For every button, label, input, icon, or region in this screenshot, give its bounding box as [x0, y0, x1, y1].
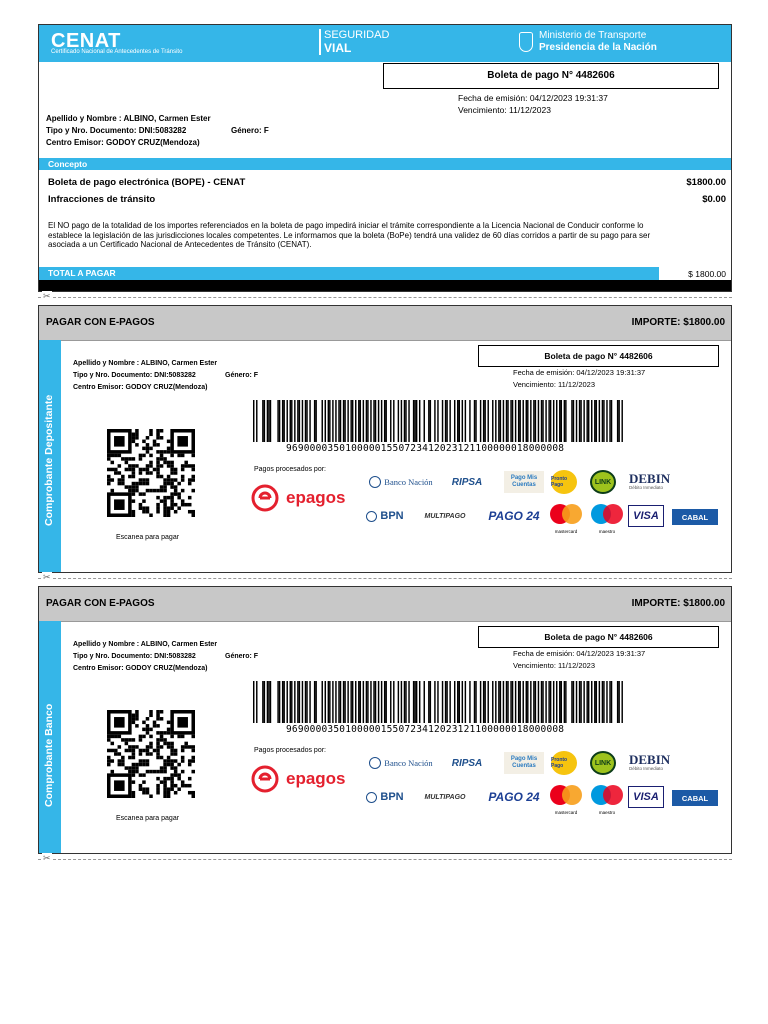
debin-logo: DEBIN Débito Inmediato: [629, 471, 671, 490]
seguridad-vial-logo: SEGURIDAD VIAL: [319, 29, 389, 55]
boleta-number-box: Boleta de pago N° 4482606: [478, 626, 719, 648]
coupon-importe: IMPORTE: $1800.00: [631, 317, 725, 328]
total-amount: $ 1800.00: [688, 269, 726, 279]
vencimiento: Vencimiento: 11/12/2023: [513, 380, 596, 389]
persona-genero: Género: F: [225, 653, 259, 660]
boleta-number-box: Boleta de pago N° 4482606: [478, 345, 719, 367]
persona-centro: Centro Emisor: GODOY CRUZ(Mendoza): [73, 384, 208, 391]
persona-genero: Género: F: [231, 126, 269, 135]
coupon-header: [39, 587, 731, 622]
persona-documento: Tipo y Nro. Documento: DNI:5083282: [73, 653, 196, 660]
persona-nombre: Apellido y Nombre : ALBINO, Carmen Ester: [46, 114, 211, 123]
concepto-header: Concepto: [39, 158, 731, 170]
coupon-header: [39, 306, 731, 341]
cenat-subtitle: Certificado Nacional de Antecedentes de Tránsito: [51, 49, 183, 55]
qr-caption: Escanea para pagar: [116, 815, 180, 822]
boleta-number-box: Boleta de pago N° 4482606: [383, 63, 719, 89]
cabal-logo: CABAL: [672, 790, 718, 806]
scissors-icon: ✂: [43, 291, 51, 301]
banco-nacion-logo: Banco Nación: [363, 753, 439, 773]
maestro-icon: [589, 784, 625, 806]
side-strip: [39, 340, 61, 572]
pago-mis-cuentas-logo: Pago Mis Cuentas: [504, 471, 544, 493]
qr-caption: Escanea para pagar: [116, 534, 180, 541]
concepto-item-amount: $1800.00: [686, 177, 726, 188]
multipago-logo: MULTIPAGO: [424, 793, 466, 801]
link-logo: LINK: [590, 470, 616, 494]
multipago-logo: MULTIPAGO: [424, 512, 466, 520]
side-label: Comprobante Depositante: [43, 394, 55, 526]
qr-code-icon: [103, 710, 199, 798]
coupon-title: PAGAR CON E-PAGOS: [46, 598, 155, 609]
coupon-title: PAGAR CON E-PAGOS: [46, 317, 155, 328]
cut-line: [38, 297, 732, 298]
shield-icon: [519, 32, 533, 52]
black-strip: [39, 280, 731, 291]
maestro-logo: maestro: [589, 503, 625, 531]
coupon-banco: [38, 586, 732, 854]
fecha-emision: Fecha de emisión: 04/12/2023 19:31:37: [458, 93, 608, 103]
mastercard-logo: mastercard: [548, 784, 584, 812]
barcode: [251, 681, 625, 723]
coupon-depositante: [38, 305, 732, 573]
vencimiento: Vencimiento: 11/12/2023: [513, 661, 596, 670]
pronto-pago-logo: Pronto Pago: [551, 751, 577, 775]
bpn-logo: BPN: [363, 788, 407, 806]
epagos-logo: [251, 765, 351, 795]
ministerio-logo: Ministerio de Transporte Presidencia de la Nación: [539, 30, 657, 54]
mastercard-icon: [548, 784, 584, 806]
visa-logo: VISA: [628, 786, 664, 808]
epagos-text: epagos: [286, 488, 346, 507]
epagos-logo: [251, 484, 351, 514]
pago24-logo: PAGO 24: [488, 509, 540, 523]
scissors-icon: ✂: [43, 572, 51, 582]
visa-logo: VISA: [628, 505, 664, 527]
boleta-receipt: [38, 24, 732, 292]
pagos-label: Pagos procesados por:: [254, 747, 326, 754]
persona-documento: Tipo y Nro. Documento: DNI:5083282: [73, 372, 196, 379]
pago-mis-cuentas-logo: Pago Mis Cuentas: [504, 752, 544, 774]
maestro-icon: [589, 503, 625, 525]
barcode-number: 96900003501000001550723412023121100000018000008: [286, 443, 565, 454]
bpn-logo: BPN: [363, 507, 407, 525]
pago24-logo: PAGO 24: [488, 790, 540, 804]
cut-line: [38, 578, 732, 579]
mastercard-icon: [548, 503, 584, 525]
persona-documento: Tipo y Nro. Documento: DNI:5083282: [46, 126, 187, 135]
fecha-emision: Fecha de emisión: 04/12/2023 19:31:37: [513, 649, 646, 658]
fecha-emision: Fecha de emisión: 04/12/2023 19:31:37: [513, 368, 646, 377]
epagos-text: epagos: [286, 769, 346, 788]
banco-nacion-logo: Banco Nación: [363, 472, 439, 492]
barcode-number: 96900003501000001550723412023121100000018000008: [286, 724, 565, 735]
debin-logo: DEBIN Débito Inmediato: [629, 752, 671, 771]
concepto-item-desc: Infracciones de tránsito: [48, 194, 156, 205]
persona-genero: Género: F: [225, 372, 259, 379]
scissors-icon: ✂: [43, 853, 51, 863]
disclaimer-text: El NO pago de la totalidad de los importes referenciados en la boleta de pago impedirá iniciar el trámite correspondiente a la Licencia Nacional de Conducir conforme lo establece la legislación de las jurisdicciones locales competentes. Le informamos que la boleta (BoPe) tendrá una validez de 60 días corridos a partir de su pago para ser asociada a un Certificado Nacional de Antecedentes de Tránsito (CENAT).: [48, 221, 651, 249]
barcode: [251, 400, 625, 442]
side-strip: [39, 621, 61, 853]
header-bar: [39, 25, 731, 62]
epagos-icon: [251, 484, 279, 512]
epagos-icon: [251, 765, 279, 793]
cut-line: [38, 859, 732, 860]
concepto-item-desc: Boleta de pago electrónica (BOPE) - CENAT: [48, 177, 246, 188]
cabal-logo: CABAL: [672, 509, 718, 525]
persona-centro: Centro Emisor: GODOY CRUZ(Mendoza): [46, 138, 200, 147]
persona-centro: Centro Emisor: GODOY CRUZ(Mendoza): [73, 665, 208, 672]
side-label: Comprobante Banco: [43, 703, 55, 807]
qr-code-icon: [103, 429, 199, 517]
ripsa-logo: RIPSA: [451, 757, 483, 769]
vencimiento: Vencimiento: 11/12/2023: [458, 105, 551, 115]
cenat-logo: CENAT: [51, 30, 121, 52]
link-logo: LINK: [590, 751, 616, 775]
coupon-importe: IMPORTE: $1800.00: [631, 598, 725, 609]
mastercard-logo: mastercard: [548, 503, 584, 531]
pagos-label: Pagos procesados por:: [254, 466, 326, 473]
persona-nombre: Apellido y Nombre : ALBINO, Carmen Ester: [73, 360, 218, 367]
maestro-logo: maestro: [589, 784, 625, 812]
pronto-pago-logo: Pronto Pago: [551, 470, 577, 494]
ripsa-logo: RIPSA: [451, 476, 483, 488]
concepto-item-amount: $0.00: [702, 194, 726, 205]
total-label: TOTAL A PAGAR: [39, 267, 659, 280]
persona-nombre: Apellido y Nombre : ALBINO, Carmen Ester: [73, 641, 218, 648]
